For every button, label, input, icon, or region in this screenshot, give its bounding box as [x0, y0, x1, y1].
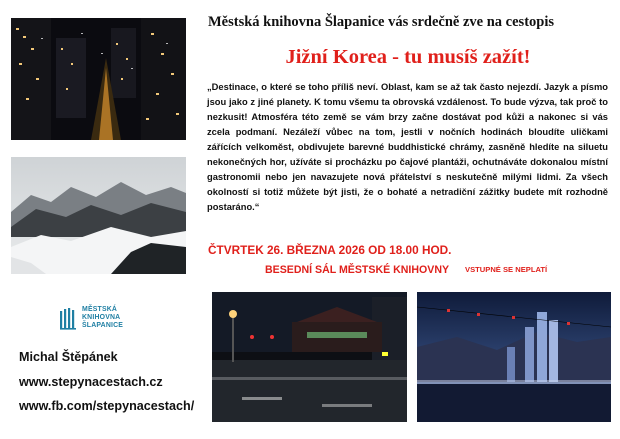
coastal-city-photo: [417, 292, 611, 422]
library-logo: [60, 306, 160, 336]
logo-line: ŠLAPANICE: [82, 322, 124, 330]
misty-mountains-photo: [11, 157, 186, 274]
admission-note: VSTUPNÉ SE NEPLATÍ: [465, 265, 548, 274]
night-street-photo: [212, 292, 407, 422]
library-logo-mark-icon: [60, 308, 78, 330]
invitation-line: Městská knihovna Šlapanice vás srdečně zve na cestopis: [208, 14, 555, 30]
event-title: Jižní Korea - tu musíš zažít!: [285, 46, 531, 68]
facebook-link[interactable]: www.fb.com/stepynacestach/: [19, 399, 195, 413]
website-link[interactable]: www.stepynacestach.cz: [19, 375, 163, 389]
event-venue: BESEDNÍ SÁL MĚSTSKÉ KNIHOVNY: [265, 264, 450, 276]
night-city-photo: [11, 18, 186, 140]
event-datetime: ČTVRTEK 26. BŘEZNA 2026 OD 18.00 HOD.: [208, 243, 452, 257]
event-description: „Destinace, o které se toho příliš neví. Oblast, kam se až tak často nejezdí. Jazyk a písmo jsou jako z jiné planety. K tomu všemu ta obrovská vzdálenost. To bude výzva, tak proč to nezkusit! Atmosféra této země se vám brzy začne dostávat pod kůži a nakonec si vás zcela podmaní. Nezáleží vůbec na tom, jestli v nočních hodinách bloudíte uličkami zářících velkoměst, obdivujete barevné buddhistické chrámy, zasněně hledíte na siluetu nekonečných hor, užíváte si procházku po čajové plantáži, ochutnáváte dokonalou místní gastronomii nebo jen navazujete nová přátelství s neskutečně milými lidmi. Za všech okolností si totiž můžete být jisti, že o bohaté a netradiční zážitky budete mít rozhodně postaráno.“: [207, 82, 608, 212]
library-logo-text: [82, 306, 123, 331]
logo-line: KNIHOVNA: [82, 314, 121, 322]
logo-line: MĚSTSKÁ: [82, 306, 118, 313]
presenter-name: Michal Štěpánek: [19, 350, 118, 364]
